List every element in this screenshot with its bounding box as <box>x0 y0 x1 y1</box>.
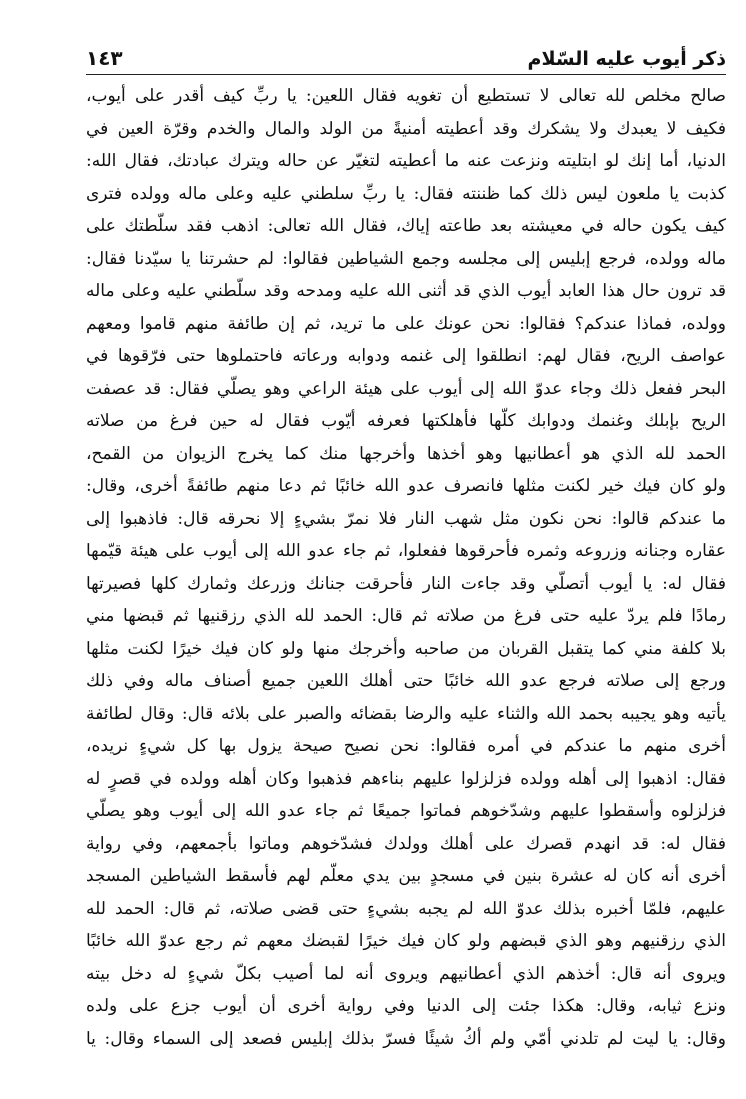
text-line: ما عندكم قالوا: نحن نكون مثل شهب النار فلا نمرّ بشيءٍ إلا نحرقه قال: فاذهبوا إلى <box>86 508 726 529</box>
text-line: وولده، فماذا عندكم؟ فقالوا: نحن عونك على ما تريد، ثم إن طائفة منهم قاموا ومعهم <box>86 313 726 334</box>
text-line: بلا كلفة مني كما يتقبل القربان من صاحبه وأخرجك منها ولو كان فيك خيرًا لكنت مثلها <box>86 638 726 659</box>
text-line: فقال: اذهبوا إلى أهله وولده فزلزلوا عليهم بناءهم فذهبوا وكان أهله وولده في قصرٍ له <box>86 768 726 789</box>
text-line: يأتيه وهو يجيبه بحمد الله والثناء عليه والرضا بقضائه والصبر على بلائه قال: وقال لطائفة <box>86 703 726 724</box>
text-line: صالح مخلص لله تعالى لا تستطيع أن تغويه فقال اللعين: يا ربِّ كيف أقدر على أيوب، <box>86 86 726 106</box>
text-line: كذبت يا ملعون ليس ذلك كما ظننته فقال: يا ربِّ سلطني عليه وعلى ماله وولده فترى <box>86 183 726 204</box>
page-header <box>86 30 726 75</box>
text-line: فزلزلوه وأسقطوا عليهم وشدّخوهم فماتوا جميعًا ثم جاء عدو الله إلى أيوب وهو يصلّي <box>86 801 726 821</box>
text-line: البحر ففعل ذلك وجاء عدوّ الله إلى أيوب على هيئة الراعي وهو يصلّي فقال: قد عصفت <box>86 378 726 399</box>
text-line: عواصف الريح، فقال لهم: انطلقوا إلى غنمه ودوابه ورعاته فاحتملوها حتى فرّقوها في <box>86 346 726 366</box>
text-line: الذي رزقنيهم وهو الذي قبضهم ولو كان فيك خيرًا لقبضك معهم ثم رجع عدوّ الله خائبًا <box>86 931 726 951</box>
text-line: الحمد لله الذي هو أعطانيها وهو أخذها وأخرجها منك كما يخرج الزيوان من القمح، <box>86 443 726 464</box>
text-line: رمادًا فلم يردّ عليه حتى فرغ من صلاته ثم قال: الحمد لله الذي رزقنيها ثم قبضها مني <box>86 606 726 626</box>
running-title: ذكر أيوب عليه السّلام <box>527 48 726 70</box>
text-line: كيف يكون حاله في معيشته بعد طاعته إياك، فقال الله تعالى: اذهب فقد سلّطتك على <box>86 216 726 236</box>
text-line: فقال له: قد انهدم قصرك على أهلك وولدك فشدّخوهم وماتوا بأجمعهم، وفي رواية <box>86 833 726 854</box>
body-text <box>86 80 726 1085</box>
text-line: الدنيا، أما إنك لو ابتليته ونزعت عنه ما أعطيته لتغيّر عن حاله ويترك عبادتك، فقال الله: <box>86 151 726 171</box>
text-line: عليهم، فلمّا أخبره بذلك عدوّ الله لم يجبه بشيءٍ حتى قضى صلاته، ثم قال: الحمد لله <box>86 898 726 919</box>
text-line: ماله وولده، فرجع إبليس إلى مجلسه وجمع الشياطين فقالوا: لم حشرتنا يا سيّدنا فقال: <box>86 248 726 269</box>
text-line: الريح بإبلك وغنمك ودوابك كلّها فأهلكتها فعرفه أيّوب فقال له حين فرغ من صلاته <box>86 411 726 431</box>
text-line: ونزع ثيابه، وقال: هكذا جئت إلى الدنيا وفي رواية أخرى أن أيوب جزع على ولده <box>86 996 726 1016</box>
text-line: أخرى منهم ما عندكم في أمره فقالوا: نحن نصيح صيحة يزول بها كل شيءٍ نريده، <box>86 736 726 756</box>
text-line: قد ترون حال هذا العابد أيوب الذي قد أثنى الله عليه ومدحه وقد سلّطني عليه وعلى ماله <box>86 281 726 301</box>
text-line: أخرى أنه كان له عشرة بنين في مسجدٍ بين يدي معلّم لهم فأسقط الشياطين المسجد <box>86 866 726 886</box>
text-line: وقال: يا ليت لم تلدني أمّي ولم أكُ شيئًا فسرّ بذلك إبليس فصعد إلى السماء وقال: يا <box>86 1028 726 1049</box>
text-line: فقال له: يا أيوب أتصلّي وقد جاءت النار فأحرقت جنانك وزرعك وثمارك كلها فصيرتها <box>86 573 726 594</box>
text-line: عقاره وجنانه وزروعه وثمره فأحرقوها ففعلوا، ثم جاء عدو الله إلى أيوب على هيئة قيّمها <box>86 541 726 561</box>
text-line: فكيف لا يعبدك ولا يشكرك وقد أعطيته أمنيةً من الولد والمال والخدم وقرّة العين في <box>86 118 726 139</box>
text-line: ولو كان فيك خير لكنت مثلها فانصرف عدو الله خائبًا ثم دعا منهم طائفةً أخرى، وقال: <box>86 476 726 496</box>
text-line: ورجع إلى صلاته فرجع عدو الله خائبًا حتى أهلك اللعين جميع أصناف ماله وفي ذلك <box>86 671 726 691</box>
text-line: ويروى أنه قال: أخذهم الذي أعطانيهم ويروى أنه لما أصيب بكلّ شيءٍ له دخل بيته <box>86 963 726 984</box>
page-number: ١٤٣ <box>86 46 123 70</box>
